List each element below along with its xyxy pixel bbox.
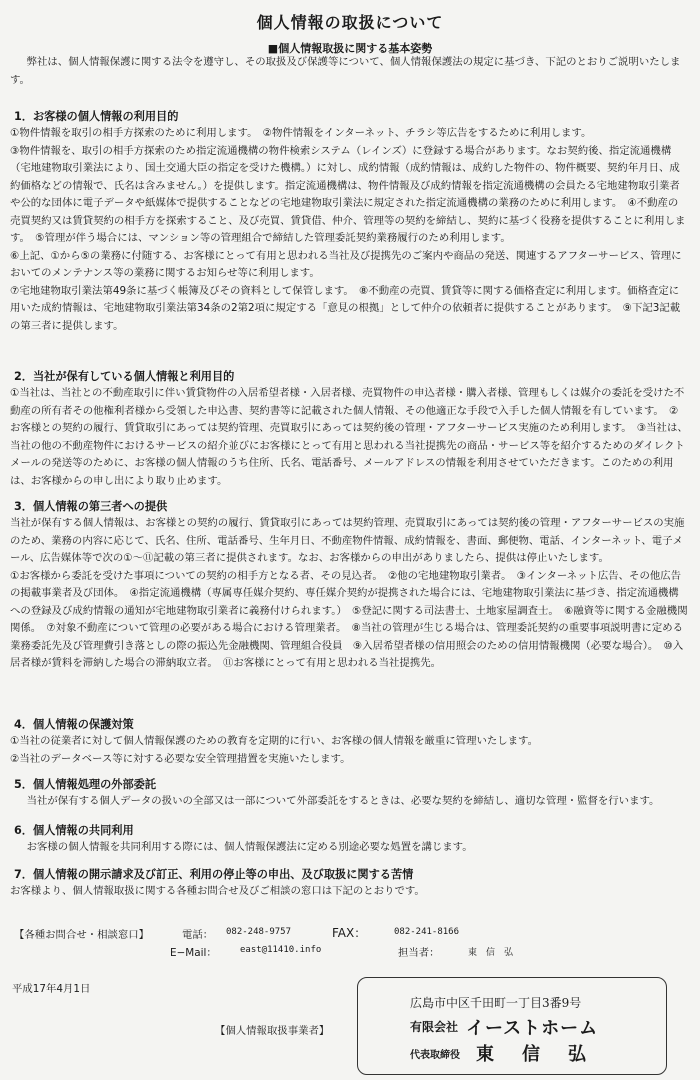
section-paragraph: ②当社のデータベース等に対する必要な安全管理措置を実施いたします。 [10,752,351,765]
section-paragraph: 当社が保有する個人情報は、お客様との契約の履行、賃貸取引にあっては契約管理、売買取引にあっては契約後の管理・アフターサービスの実施のため、業務の内容に応じて、氏名、住所、電話番号、生年月日、不動産物件情報、成約情報を、書面、郵便物、電話、インターネット、電子メール、広告媒体等で次の①〜⑪記載の第三者に提供されます。なお、お客様からの申出がありましたら、提供は停止いたします。 [10,517,685,564]
stamp-address: 広島市中区千田町一丁目3番9号 [410,996,582,1010]
contact-label: 【各種お問合せ・相談窓口】 [14,929,150,941]
section-heading: 3．個人情報の第三者への提供 [14,500,168,513]
fax-value: 082-241-8166 [394,927,460,937]
stamp-representative: 東信弘 [476,1044,614,1065]
email-label: E−Mail： [170,947,217,959]
section-paragraph: ①当社は、当社との不動産取引に伴い賃貸物件の入居希望者様・入居者様、売買物件の申込者様・購入者様、管理もしくは媒介の委託を受けた不動産の所有者その他権利者様から受領した申込書、契約書等に記載された個人情報、その他適正な手段で入手した個人情報を有しています。 ②お客様との契約の履行、賃貸取引にあっては契約管理、売買取引にあっては契約後の管理・アフターサービス実施のため利用します。 ③当社は、当社の他の不動産物件におけるサービスの紹介並びにお客様にとって有用と思われる当社提携先の商品・サービス等を紹介するためのダイレクトメールの発送等のために、お客様の個人情報のうち住所、氏名、電話番号、メールアドレスの情報を利用させていただきます。このための利用は、お客様からの申し出により取り止めます。 [10,387,688,487]
section-paragraph: ⑥上記、①から⑤の業務に付随する、お客様にとって有用と思われる当社及び提携先のご案内や商品の発送、関連するアフターサービス、管理においてのメンテナンス等の業務に関するお知らせ等に利用します。 [10,249,682,279]
page-title: 個人情報の取扱について [256,13,444,32]
section-joint-use [10,822,688,857]
section-heading: 5．個人情報処理の外部委託 [14,778,157,791]
section-paragraph: お客様より、個人情報取扱に関する各種お問合せ及びご相談の窓口は下記のとおりです。 [10,885,425,897]
section-paragraph: ①お客様から委託を受けた事項についての契約の相手方となる者、その見込者。 ②他の宅地建物取引業者。 ③インターネット広告、その他広告の掲載事業者及び団体。 ④指定流通機構（専属専任媒介契約、専任媒介契約が提携された場合には、宅地建物取引業法に基づき、指定流通機構への登録及び成約情報の通知が宅地建物取引業者に義務付けられます。） ⑤登記に関する司法書士、土地家屋調査士。 ⑥融資等に関する金融機関関係。 ⑦対象不動産について管理の必要がある場合における管理業者。 ⑧当社の管理が生じる場合は、管理委託契約の重要事項説明書に定める業務委託先及び管理費引き落としの際の振込先金融機関、管理組合役員 ⑨入居希望者様の信用照会のための信用情報機関（必要な場合）。 ⑩入居者様が賃料を滞納した場合の滞納取立者。 ⑪お客様にとって有用と思われる当社提携先。 [10,569,688,669]
tel-value: 082-248-9757 [226,927,292,937]
company-stamp [357,977,667,1075]
person-value: 東 信 弘 [468,948,514,958]
stamp-role: 代表取締役 [410,1050,460,1061]
tel-label: 電話： [182,929,214,941]
section-heading: 6．個人情報の共同利用 [14,824,134,837]
section-heading: 2．当社が保有している個人情報と利用目的 [14,370,235,383]
section-paragraph: ①物件情報を取引の相手方探索のために利用します。 ②物件情報をインターネット、チラシ等広告をするために利用します。 [10,127,592,139]
section-paragraph: お客様の個人情報を共同利用する際には、個人情報保護法に定める別途必要な処置を講じます。 [26,841,473,853]
section-heading: 7．個人情報の開示請求及び訂正、利用の停止等の申出、及び取扱に関する苦情 [14,868,414,881]
stamp-company-name: イーストホーム [466,1018,599,1039]
section-paragraph: ⑦宅地建物取引業法第49条に基づく帳簿及びその資料として保管します。 ⑧不動産の売買、賃貸等に関する価格査定に利用します。価格査定に用いた成約情報は、宅地建物取引業法第34条の2第2項に規定する「意見の根拠」として仲介の依頼者に提供することがあります。 ⑨下記3記載の第三者に提供します。 [10,284,681,332]
section-paragraph: ①当社の従業者に対して個人情報保護のための教育を定期的に行い、お客様の個人情報を厳重に管理いたします。 [10,735,539,747]
page-subtitle: ■個人情報取扱に関する基本姿勢 [267,42,433,55]
email-value: east@11410.info [240,945,322,955]
person-label: 担当者： [398,947,440,959]
section-outsourcing [10,776,688,811]
section-disclosure [10,866,688,901]
issue-date: 平成17年4月1日 [12,983,91,995]
section-paragraph: ③物件情報を、取引の相手方探索のため指定流通機構の物件検索システム（レインズ）に登録する場合があります。なお契約後、指定流通機構（宅地建物取引業法により、国土交通大臣の指定を受けた機構。）に対し、成約情報（成約情報は、成約した物件の、物件概要、契約年月日、成約価格などの情報で、氏名は含みません。）を提供します。指定流通機構は、物件情報及び成約情報を指定流通機構の会員たる宅地建物取引業者や公的な団体に電子データや紙媒体で提供することなどの宅地建物取引業法に規定された指定流通機構の業務のために利用します。 ④不動産の売買契約又は賃貸契約の相手方を探索すること、及び売買、賃貸借、仲介、管理等の契約を締結し、契約に基づく役務を提供することに利用します。 ⑤管理が伴う場合には、マンション等の管理組合で締結した管理委託契約業務履行のため利用します。 [10,144,686,244]
stamp-company-type: 有限会社 [410,1020,459,1034]
section-held-info [10,368,688,490]
section-heading: 4．個人情報の保護対策 [14,718,134,731]
intro-paragraph: 弊社は、個人情報保護に関する法令を遵守し、その取扱及び保護等について、個人情報保護法の規定に基づき、下記のとおりご説明いたします。 [10,56,681,86]
section-purpose [10,108,688,335]
business-label: 【個人情報取扱事業者】 [215,1025,330,1037]
fax-label: FAX： [332,926,367,940]
section-third-party [10,498,688,673]
contact-block [14,922,688,962]
section-heading: 1．お客様の個人情報の利用目的 [14,110,179,123]
section-paragraph: 当社が保有する個人データの扱いの全部又は一部について外部委託をするときは、必要な契約を締結し、適切な管理・監督を行います。 [26,795,660,807]
section-protection [10,716,688,768]
